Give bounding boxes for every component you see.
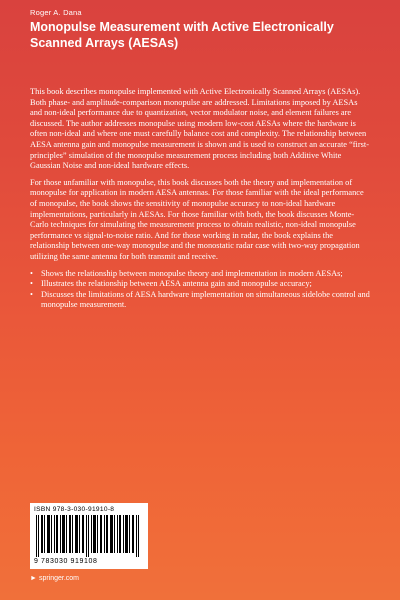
publisher-url: springer.com: [38, 575, 80, 582]
feature-list: [30, 269, 371, 311]
description: [30, 87, 371, 311]
isbn-barcode-box: [30, 503, 148, 569]
book-title: Monopulse Measurement with Active Electronically Scanned Arrays (AESAs): [30, 20, 334, 50]
description-paragraph-1: This book describes monopulse implemented with Active Electronically Scanned Arrays (AESAs). Both phase- and amplitude-comparison monopulse are addressed. Limitations imposed by AESAs and non-ideal performance due to quantization, vector modulator noise, and element failures are discussed. The author addresses monopulse using modern low-cost AESAs where the hardware is often non-ideal and where one must carefully balance cost and complexity. The relationship between AESA antenna gain and monopulse measurement is shown and is used to construct an accurate “first-principles” simulation of the monopulse measurement process including both Additive White Gaussian Noise and non-ideal hardware effects.: [30, 87, 369, 171]
barcode-digits: 9 783030 919108: [34, 558, 98, 565]
author-name: Roger A. Dana: [30, 8, 82, 17]
feature-item: • Shows the relationship between monopulse theory and implementation in modern AESAs;: [30, 269, 371, 280]
feature-item: • Discusses the limitations of AESA hardware implementation on simultaneous sidelobe control and monopulse measurement.: [30, 290, 371, 311]
feature-item: • Illustrates the relationship between AESA antenna gain and monopulse accuracy;: [30, 279, 371, 290]
isbn-label: ISBN 978-3-030-91910-8: [34, 506, 115, 513]
publisher-link[interactable]: [30, 575, 79, 582]
description-paragraph-2: For those unfamiliar with monopulse, this book discusses both the theory and implementation of monopulse for application in modern AESA antennas. For those familiar with the ideal performance of monopulse, the book shows the sensitivity of monopulse accuracy to non-ideal hardware implementations, particularly in AESAs. For those familiar with both, the book discusses Monte-Carlo techniques for simulating the measurement process to obtain realistic, non-ideal monopulse performance vs signal-to-noise ratio. And for those working in radar, the book explains the relationship between one-way monopulse and the monostatic radar case with two-way propagation utilizing the same antenna for both transmit and receive.: [30, 177, 364, 261]
arrow-icon: ►: [30, 575, 37, 582]
barcode-icon: [34, 515, 144, 557]
